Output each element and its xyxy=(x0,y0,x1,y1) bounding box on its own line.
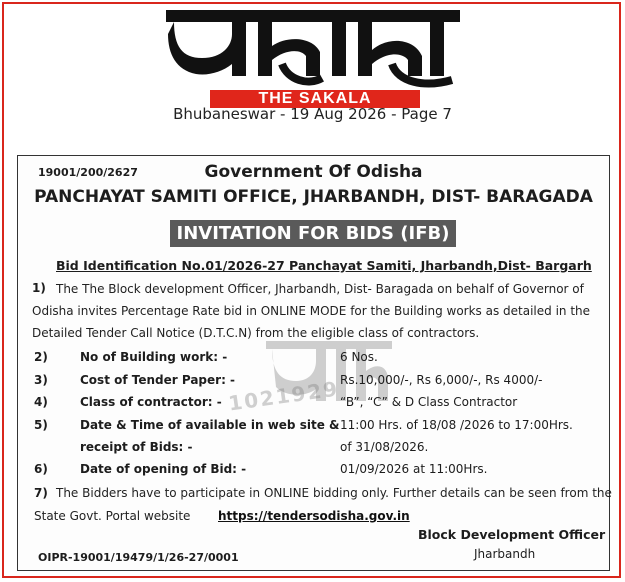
masthead xyxy=(0,0,625,130)
para-number: 1) xyxy=(32,281,46,295)
logo-script-artwork xyxy=(162,6,464,92)
item-number: 3) xyxy=(34,373,48,387)
watermark-number: 1021929 xyxy=(226,376,341,416)
signatory-place: Jharbandh xyxy=(474,547,536,561)
item-number: 2) xyxy=(34,350,48,364)
item-number: 5) xyxy=(34,418,48,432)
government-heading: Government Of Odisha xyxy=(204,162,423,182)
item-value: 11:00 Hrs. of 18/08 /2026 to 17:00Hrs. xyxy=(340,418,573,432)
para1-line: The The Block development Officer, Jharbandh, Dist- Baragada on behalf of Governor of xyxy=(56,282,584,296)
item-label: Class of contractor: - xyxy=(80,395,222,409)
item-label-continued: receipt of Bids: - xyxy=(80,440,193,454)
signatory-title: Block Development Officer xyxy=(418,527,606,542)
para7-prefix: State Govt. Portal website xyxy=(34,509,191,523)
item-label: Cost of Tender Paper: - xyxy=(80,373,236,387)
item-number: 4) xyxy=(34,395,48,409)
item-value: 01/09/2026 at 11:00Hrs. xyxy=(340,462,488,476)
para1-line: Odisha invites Percentage Rate bid in ONLINE MODE for the Building works as detailed in the xyxy=(32,304,591,318)
office-heading: PANCHAYAT SAMITI OFFICE, JHARBANDH, DIST- BARAGADA xyxy=(34,187,593,207)
item-value-continued: of 31/08/2026. xyxy=(340,440,429,454)
reference-number: 19001/200/2627 xyxy=(38,166,138,179)
item-value: Rs.10,000/-, Rs 6,000/-, Rs 4000/- xyxy=(340,373,543,387)
logo-name-banner: THE SAKALA xyxy=(210,90,420,108)
para7-line: The Bidders have to participate in ONLINE bidding only. Further details can be seen from the xyxy=(56,486,612,500)
dateline: Bhubaneswar - 19 Aug 2026 - Page 7 xyxy=(173,105,452,123)
ifb-heading: INVITATION FOR BIDS (IFB) xyxy=(170,220,456,247)
item-value: “B”, “C” & D Class Contractor xyxy=(340,395,518,409)
item-number: 6) xyxy=(34,462,48,476)
para1-line: Detailed Tender Call Notice (D.T.C.N) from the eligible class of contractors. xyxy=(32,326,480,340)
item-value: 6 Nos. xyxy=(340,350,378,364)
oipr-number: OIPR-19001/19479/1/26-27/0001 xyxy=(38,551,239,564)
item-label: No of Building work: - xyxy=(80,350,228,364)
tender-notice xyxy=(17,155,610,571)
item-label: Date of opening of Bid: - xyxy=(80,462,247,476)
item-label: Date & Time of available in web site & xyxy=(80,418,340,432)
bid-identification: Bid Identification No.01/2026-27 Panchayat Samiti, Jharbandh,Dist- Bargarh xyxy=(56,258,592,273)
portal-link[interactable]: https://tendersodisha.gov.in xyxy=(218,509,410,523)
para-number: 7) xyxy=(34,486,48,500)
newspaper-logo xyxy=(162,6,464,108)
